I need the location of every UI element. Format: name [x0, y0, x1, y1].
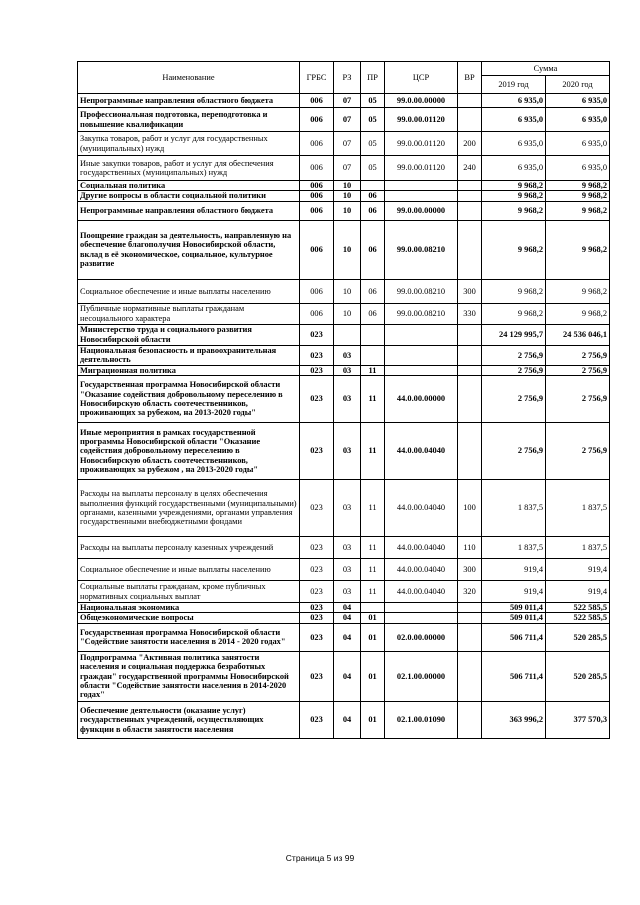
cell-vr [458, 94, 482, 108]
cell-vr: 320 [458, 581, 482, 603]
cell-name: Национальная безопасность и правоохранительная деятельность [78, 345, 300, 365]
cell-2020: 522 585,5 [546, 613, 610, 623]
cell-grbs: 006 [300, 181, 334, 191]
cell-pr: 11 [361, 581, 385, 603]
cell-grbs: 006 [300, 201, 334, 220]
cell-vr: 330 [458, 303, 482, 324]
cell-vr: 200 [458, 132, 482, 156]
cell-grbs: 023 [300, 345, 334, 365]
col-header-pr: ПР [361, 62, 385, 94]
cell-2019: 1 837,5 [482, 480, 546, 537]
col-header-vr: ВР [458, 62, 482, 94]
cell-2019: 6 935,0 [482, 108, 546, 132]
cell-csr: 02.0.00.00000 [385, 623, 458, 651]
cell-rz: 10 [334, 220, 361, 279]
cell-vr [458, 201, 482, 220]
cell-csr: 02.1.00.00000 [385, 651, 458, 701]
cell-pr: 05 [361, 94, 385, 108]
cell-vr [458, 701, 482, 738]
cell-name: Закупка товаров, работ и услуг для государственных (муниципальных) нужд [78, 132, 300, 156]
cell-name: Расходы на выплаты персоналу казенных учреждений [78, 537, 300, 559]
table-row [78, 365, 610, 375]
cell-name: Иные закупки товаров, работ и услуг для обеспечения государственных (муниципальных) нужд [78, 156, 300, 181]
cell-vr: 300 [458, 559, 482, 581]
cell-2020: 6 935,0 [546, 108, 610, 132]
cell-2020: 6 935,0 [546, 156, 610, 181]
cell-vr [458, 345, 482, 365]
cell-2020: 1 837,5 [546, 537, 610, 559]
table-row [78, 303, 610, 324]
cell-pr: 01 [361, 623, 385, 651]
cell-pr: 01 [361, 701, 385, 738]
cell-csr: 44.0.00.04040 [385, 537, 458, 559]
cell-pr: 06 [361, 303, 385, 324]
cell-vr [458, 191, 482, 201]
cell-2020: 2 756,9 [546, 423, 610, 480]
cell-2020: 9 968,2 [546, 201, 610, 220]
cell-2020: 9 968,2 [546, 279, 610, 303]
cell-pr: 06 [361, 191, 385, 201]
cell-2020: 9 968,2 [546, 303, 610, 324]
table-row [78, 132, 610, 156]
cell-csr [385, 345, 458, 365]
cell-grbs: 023 [300, 559, 334, 581]
cell-2020: 520 285,5 [546, 623, 610, 651]
cell-rz: 03 [334, 365, 361, 375]
table-row [78, 423, 610, 480]
cell-rz: 04 [334, 623, 361, 651]
cell-vr [458, 651, 482, 701]
cell-name: Социальное обеспечение и иные выплаты населению [78, 279, 300, 303]
cell-2019: 1 837,5 [482, 537, 546, 559]
table-row [78, 94, 610, 108]
cell-2019: 9 968,2 [482, 201, 546, 220]
cell-grbs: 006 [300, 191, 334, 201]
cell-csr: 44.0.00.00000 [385, 376, 458, 423]
cell-csr: 02.1.00.01090 [385, 701, 458, 738]
cell-2019: 6 935,0 [482, 156, 546, 181]
cell-pr: 06 [361, 201, 385, 220]
cell-pr [361, 181, 385, 191]
cell-rz: 03 [334, 423, 361, 480]
cell-2019: 2 756,9 [482, 345, 546, 365]
col-header-sum: Сумма [482, 62, 610, 76]
cell-csr [385, 191, 458, 201]
cell-name: Непрограммные направления областного бюджета [78, 201, 300, 220]
cell-grbs: 023 [300, 324, 334, 345]
cell-rz: 07 [334, 132, 361, 156]
table-row [78, 201, 610, 220]
cell-vr [458, 365, 482, 375]
table-row [78, 191, 610, 201]
cell-pr: 05 [361, 132, 385, 156]
cell-2020: 919,4 [546, 559, 610, 581]
cell-2019: 6 935,0 [482, 94, 546, 108]
col-header-2020: 2020 год [546, 76, 610, 94]
cell-name: Государственная программа Новосибирской области "Содействие занятости населения в 2014 - 2020 годах" [78, 623, 300, 651]
cell-2020: 24 536 046,1 [546, 324, 610, 345]
cell-name: Публичные нормативные выплаты гражданам несоциального характера [78, 303, 300, 324]
cell-pr: 11 [361, 480, 385, 537]
col-header-2019: 2019 год [482, 76, 546, 94]
cell-rz: 10 [334, 279, 361, 303]
cell-2020: 1 837,5 [546, 480, 610, 537]
cell-csr: 99.0.00.08210 [385, 303, 458, 324]
cell-csr [385, 365, 458, 375]
cell-rz: 04 [334, 603, 361, 613]
cell-2019: 2 756,9 [482, 423, 546, 480]
cell-rz: 07 [334, 94, 361, 108]
cell-grbs: 023 [300, 603, 334, 613]
cell-grbs: 023 [300, 537, 334, 559]
cell-pr [361, 603, 385, 613]
cell-grbs: 006 [300, 132, 334, 156]
col-header-name: Наименование [78, 62, 300, 94]
cell-name: Социальные выплаты гражданам, кроме публичных нормативных социальных выплат [78, 581, 300, 603]
cell-vr [458, 376, 482, 423]
cell-name: Расходы на выплаты персоналу в целях обеспечения выполнения функций государственными (муниципальными) органами, казенными учреждениями, органами управления государственными внебюджетными фондами [78, 480, 300, 537]
cell-pr: 06 [361, 220, 385, 279]
cell-2019: 2 756,9 [482, 376, 546, 423]
cell-name: Профессиональная подготовка, переподготовка и повышение квалификации [78, 108, 300, 132]
page-number: Страница 5 из 99 [285, 853, 355, 863]
cell-rz: 10 [334, 303, 361, 324]
table-row [78, 613, 610, 623]
cell-vr [458, 220, 482, 279]
cell-csr: 44.0.00.04040 [385, 480, 458, 537]
cell-csr [385, 324, 458, 345]
cell-rz: 03 [334, 376, 361, 423]
table-row [78, 181, 610, 191]
cell-2019: 506 711,4 [482, 623, 546, 651]
cell-2019: 9 968,2 [482, 279, 546, 303]
cell-2019: 509 011,4 [482, 603, 546, 613]
cell-grbs: 023 [300, 651, 334, 701]
cell-csr: 44.0.00.04040 [385, 423, 458, 480]
cell-rz: 03 [334, 480, 361, 537]
cell-csr: 99.0.00.01120 [385, 108, 458, 132]
cell-name: Социальная политика [78, 181, 300, 191]
cell-vr [458, 324, 482, 345]
cell-2020: 6 935,0 [546, 132, 610, 156]
cell-pr: 01 [361, 613, 385, 623]
table-row [78, 559, 610, 581]
cell-2019: 919,4 [482, 559, 546, 581]
cell-2019: 919,4 [482, 581, 546, 603]
table-row [78, 701, 610, 738]
cell-rz: 03 [334, 559, 361, 581]
cell-vr [458, 423, 482, 480]
cell-name: Министерство труда и социального развития Новосибирской области [78, 324, 300, 345]
cell-2020: 2 756,9 [546, 376, 610, 423]
col-header-grbs: ГРБС [300, 62, 334, 94]
cell-rz: 10 [334, 181, 361, 191]
cell-rz: 10 [334, 191, 361, 201]
cell-pr: 11 [361, 423, 385, 480]
table-row [78, 603, 610, 613]
cell-2019: 24 129 995,7 [482, 324, 546, 345]
cell-2019: 506 711,4 [482, 651, 546, 701]
table-row [78, 220, 610, 279]
cell-2020: 9 968,2 [546, 191, 610, 201]
cell-pr: 05 [361, 108, 385, 132]
cell-rz: 07 [334, 108, 361, 132]
cell-csr: 99.0.00.08210 [385, 220, 458, 279]
cell-grbs: 023 [300, 623, 334, 651]
cell-name: Обеспечение деятельности (оказание услуг) государственных учреждений, осуществляющих функции в области занятости населения [78, 701, 300, 738]
cell-csr: 44.0.00.04040 [385, 559, 458, 581]
cell-pr: 06 [361, 279, 385, 303]
cell-pr [361, 345, 385, 365]
table-row [78, 345, 610, 365]
cell-grbs: 006 [300, 220, 334, 279]
cell-grbs: 023 [300, 376, 334, 423]
cell-rz: 03 [334, 345, 361, 365]
cell-2019: 509 011,4 [482, 613, 546, 623]
cell-pr: 11 [361, 559, 385, 581]
cell-grbs: 023 [300, 365, 334, 375]
cell-pr: 05 [361, 156, 385, 181]
cell-pr: 01 [361, 651, 385, 701]
cell-grbs: 023 [300, 701, 334, 738]
cell-vr [458, 108, 482, 132]
table-row [78, 108, 610, 132]
cell-vr [458, 603, 482, 613]
cell-2019: 9 968,2 [482, 303, 546, 324]
table-row [78, 324, 610, 345]
cell-rz: 04 [334, 613, 361, 623]
cell-2019: 6 935,0 [482, 132, 546, 156]
cell-rz: 07 [334, 156, 361, 181]
cell-2020: 377 570,3 [546, 701, 610, 738]
col-header-csr: ЦСР [385, 62, 458, 94]
table-row [78, 480, 610, 537]
cell-2019: 2 756,9 [482, 365, 546, 375]
col-header-rz: РЗ [334, 62, 361, 94]
cell-pr: 11 [361, 537, 385, 559]
cell-2020: 522 585,5 [546, 603, 610, 613]
cell-name: Миграционная политика [78, 365, 300, 375]
cell-grbs: 023 [300, 581, 334, 603]
cell-2020: 520 285,5 [546, 651, 610, 701]
table-row [78, 651, 610, 701]
cell-csr: 99.0.00.08210 [385, 279, 458, 303]
cell-grbs: 023 [300, 613, 334, 623]
cell-name: Общеэкономические вопросы [78, 613, 300, 623]
cell-vr: 100 [458, 480, 482, 537]
cell-name: Другие вопросы в области социальной политики [78, 191, 300, 201]
cell-vr: 110 [458, 537, 482, 559]
cell-pr: 11 [361, 365, 385, 375]
cell-rz: 04 [334, 701, 361, 738]
cell-name: Поощрение граждан за деятельность, направленную на обеспечение благополучия Новосибирской области, вклад в её экономическое, социальное, культурное развитие [78, 220, 300, 279]
cell-csr: 99.0.00.00000 [385, 201, 458, 220]
cell-csr: 99.0.00.01120 [385, 156, 458, 181]
cell-grbs: 006 [300, 156, 334, 181]
cell-vr: 300 [458, 279, 482, 303]
cell-name: Национальная экономика [78, 603, 300, 613]
cell-rz: 04 [334, 651, 361, 701]
cell-name: Подпрограмма "Активная политика занятости населения и социальная поддержка безработных граждан" государственной программы Новосибирской области "Содействие занятости населения в 2014-2020 годах" [78, 651, 300, 701]
cell-grbs: 006 [300, 108, 334, 132]
cell-rz: 10 [334, 201, 361, 220]
cell-grbs: 023 [300, 423, 334, 480]
cell-2020: 6 935,0 [546, 94, 610, 108]
table-row [78, 537, 610, 559]
cell-pr [361, 324, 385, 345]
cell-csr [385, 181, 458, 191]
cell-2020: 919,4 [546, 581, 610, 603]
cell-name: Иные мероприятия в рамках государственной программы Новосибирской области "Оказание содействия добровольному переселению в Новосибирскую область соотечественников, проживающих за рубежом , на 2013-2020 годы" [78, 423, 300, 480]
cell-2020: 9 968,2 [546, 181, 610, 191]
cell-vr [458, 181, 482, 191]
cell-vr [458, 623, 482, 651]
cell-csr: 99.0.00.01120 [385, 132, 458, 156]
cell-2019: 9 968,2 [482, 181, 546, 191]
cell-grbs: 006 [300, 94, 334, 108]
cell-csr: 44.0.00.04040 [385, 581, 458, 603]
cell-name: Государственная программа Новосибирской области "Оказание содействия добровольному переселению в Новосибирскую область соотечественников, проживающих за рубежом, на 2013-2020 годы" [78, 376, 300, 423]
table-row [78, 376, 610, 423]
cell-vr: 240 [458, 156, 482, 181]
cell-2019: 9 968,2 [482, 220, 546, 279]
budget-table [77, 61, 610, 739]
cell-vr [458, 613, 482, 623]
table-row [78, 156, 610, 181]
cell-rz: 03 [334, 581, 361, 603]
cell-csr: 99.0.00.00000 [385, 94, 458, 108]
cell-2020: 2 756,9 [546, 345, 610, 365]
cell-grbs: 006 [300, 279, 334, 303]
cell-2019: 363 996,2 [482, 701, 546, 738]
cell-csr [385, 613, 458, 623]
table-row [78, 279, 610, 303]
cell-2020: 9 968,2 [546, 220, 610, 279]
cell-csr [385, 603, 458, 613]
cell-grbs: 006 [300, 303, 334, 324]
cell-2020: 2 756,9 [546, 365, 610, 375]
cell-rz [334, 324, 361, 345]
cell-grbs: 023 [300, 480, 334, 537]
cell-name: Социальное обеспечение и иные выплаты населению [78, 559, 300, 581]
table-row [78, 623, 610, 651]
cell-rz: 03 [334, 537, 361, 559]
cell-2019: 9 968,2 [482, 191, 546, 201]
table-row [78, 581, 610, 603]
cell-pr: 11 [361, 376, 385, 423]
cell-name: Непрограммные направления областного бюджета [78, 94, 300, 108]
